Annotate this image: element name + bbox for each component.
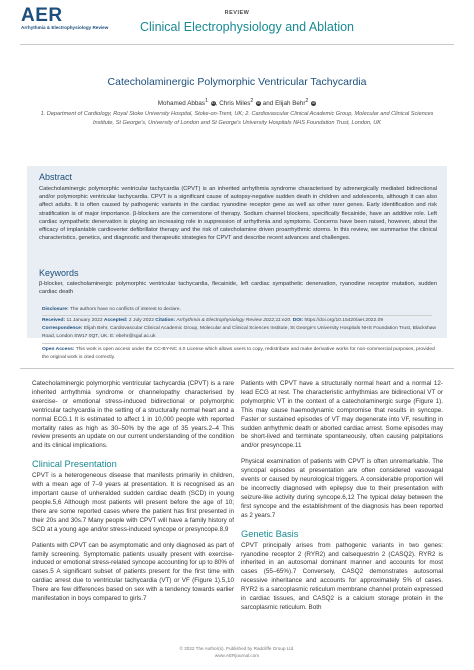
author-name: Mohamed Abbas bbox=[157, 100, 206, 108]
body-paragraph: Physical examination of patients with CPVT is often unremarkable. The syncopal episodes at presentation are often considered vasovagal events or caused by neurological triggers. A considerable proportion will be incorrectly diagnosed with epilepsy due to their presentation with seizure-like activity during syncope.6,12 The typical delay between the first syncope and the establishment of the diagnosis has been reported as 2 years.7 bbox=[241, 458, 443, 519]
author-name: Elijah Behr bbox=[275, 100, 306, 108]
disclosure-text: The authors have no conflicts of interest to declare. bbox=[69, 307, 181, 312]
header-divider bbox=[20, 44, 454, 45]
body-paragraph: CPVT principally arises from pathogenic variants in two genes: ryanodine receptor 2 (RYR2) and calsequestrin 2 (CASQ2). RYR2 is inherited in an autosomal dominant manner and accounts for most cases (55–65%).7 Conversely, CASQ2 demonstrates autosomal recessive inheritance and accounts for approximately 5% of cases. RYR2 is a sarcoplasmic reticulum membrane channel protein expressed in cardiac tissues, and CASQ2 is a calcium storage protein in the sarcoplasmic reticulum. Both bbox=[241, 541, 443, 611]
affiliations: 1. Department of Cardiology, Royal Stoke University Hospital, Stoke-on-Trent, UK; 2. Cardiovascular Clinical Academic Group, Molecular and Clinical Sciences Institute, St George's, University of London and St George's University Hospitals NHS Foundation Trust, London, UK bbox=[40, 111, 434, 126]
author-affiliation-number: 1 bbox=[205, 98, 208, 104]
body-paragraph: Patients with CPVT can be asymptomatic and only diagnosed as part of family screening. Symptomatic patients usually present with exercise-induced or emotional stress-related syncope accounting for up to 80% of cases.5 A significant subset of patients present for the first time with cardiac arrest due to ventricular tachycardia (VT) or VF (Figure 1).5,10 There are few differences based on sex with a tendency towards earlier manifestation in boys compared to girls.7 bbox=[32, 541, 234, 603]
accepted-label: Accepted: bbox=[103, 318, 128, 323]
journal-website[interactable]: www.AERjournal.com bbox=[214, 652, 260, 658]
orcid-icon[interactable]: iD bbox=[312, 101, 316, 106]
correspondence-label: Correspondence: bbox=[42, 326, 83, 331]
abstract-text: Catecholaminergic polymorphic ventricular tachycardia (CPVT) is an inherited arrhythmia syndrome characterised by adrenergically mediated bidirectional and/or polymorphic ventricular tachycardia. CPVT is a significant cause of autopsy-negative sudden death in children and adolescents, although it can also affect adults. It is often caused by pathogenic variants in the cardiac ryanodine receptor gene as well as other rarer genes. Early identification and risk stratification is of major importance. β-blockers are the cornerstone of therapy. Sodium channel blockers, specifically flecainide, have an additive role. Left cardiac sympathetic denervation is playing an increasing role in suppression of arrhythmia and symptoms. Concerns have been raised, however, about the efficacy of implantable cardioverter defibrillator therapy and the risk of catecholamine driven proarrhythmic storms. In this review, we summarise the clinical characteristics, genetics, and diagnostic and therapeutic strategies for CPVT and describe recent advances and challenges. bbox=[39, 186, 437, 242]
section-heading: Clinical Presentation bbox=[32, 459, 117, 470]
doi-label: DOI: bbox=[292, 318, 304, 323]
body-paragraph: Patients with CPVT have a structurally normal heart and a normal 12-lead ECG at rest. The characteristic arrhythmias are bidirectional VT or polymorphic VT in the context of a catecholaminergic surge (Figure 1). This may cause haemodynamic compromise that results in syncope. Faster or sustained episodes of VT may degenerate into VF, resulting in sudden arrhythmic death or aborted cardiac arrest. Some episodes may be short-lived and terminate spontaneously, often causing palpitations and/or presyncope.11 bbox=[241, 380, 443, 450]
logo-wordmark: AER bbox=[21, 5, 63, 26]
author-line: Mohamed Abbas$^1$ iD, Chris Miles$^2$ iD and Elijah Behr$^2$ iD bbox=[157, 98, 316, 108]
author-name: Chris Miles bbox=[219, 100, 251, 108]
disclosure-label: Disclosure: bbox=[42, 307, 69, 312]
meta-divider bbox=[42, 315, 432, 316]
open-access bbox=[42, 346, 442, 361]
body-column-right bbox=[241, 380, 443, 620]
doi-link[interactable]: https://doi.org/10.15420/aer.2022.09 bbox=[304, 318, 384, 323]
keywords-heading: Keywords bbox=[39, 268, 79, 278]
open-access-label: Open Access: bbox=[42, 347, 75, 352]
publication-dates bbox=[42, 317, 442, 325]
correspondence-text: Elijah Behr, Cardiovascular Clinical Academic Group, Molecular and Clinical Sciences Institute, St George's University Hospitals NHS Foundation Trust, Blackshaw Road, London SW17 0QT, UK. E: ebehr@sgul.ac.uk bbox=[42, 326, 436, 339]
open-access-text: This work is open access under the CC-BY-NC 4.0 License which allows users to copy, redistribute and make derivative works for non-commercial purposes, provided the original work is cited correctly. bbox=[42, 347, 435, 360]
article-title: Catecholaminergic Polymorphic Ventricular Tachycardia bbox=[107, 76, 367, 88]
page-footer bbox=[0, 646, 474, 659]
abstract-heading: Abstract bbox=[39, 172, 73, 182]
section-heading: Genetic Basis bbox=[241, 528, 299, 539]
page-header bbox=[0, 0, 474, 44]
received-date: 11 January 2022 bbox=[66, 318, 103, 323]
orcid-icon[interactable]: iD bbox=[256, 101, 261, 106]
disclosure bbox=[42, 306, 442, 314]
body-divider bbox=[20, 368, 454, 369]
citation-label: Citation: bbox=[155, 318, 176, 323]
journal-section: Clinical Electrophysiology and Ablation bbox=[140, 20, 355, 34]
body-column-left bbox=[32, 380, 234, 611]
keywords-text: β-blocker, catecholaminergic polymorphic ventricular tachycardia, flecainide, left cardiac sympathetic denervation, ryanodine receptor mutation, sudden cardiac death bbox=[39, 281, 437, 296]
received-label: Received: bbox=[42, 318, 66, 323]
accepted-date: 2 July 2022 bbox=[128, 318, 154, 323]
body-paragraph: CPVT is a heterogeneous disease that manifests primarily in children, with a mean age of 7–9 years at presentation. It is recognised as an important cause of unheralded sudden cardiac death (SCD) in young people.5,6 Although most patients will present before the age of 10; there are some reported cases where the patient has first presented in their 20s and 30s.7 Many people with CPVT will have a family history of SCD at a young age and/or stress-induced syncope or presyncope.8,9 bbox=[32, 472, 234, 533]
author-affiliation-number: 2 bbox=[250, 98, 254, 104]
logo-subtitle: Arrhythmia & Electrophysiology Review bbox=[21, 25, 109, 30]
intro-paragraph: Catecholaminergic polymorphic ventricular tachycardia (CPVT) is a rare inherited arrhythmia syndrome or channelopathy characterised by exercise- or emotional stress-induced bidirectional or polymorphic ventricular tachycardia in the setting of a structurally normal heart and a normal ECG.1 It is estimated to affect 1 in 10,000 people with reported mortality rates as high as 30–50% by the age of 35 years.2–4 This review presents an update on our current understanding of the condition and its clinical implications. bbox=[32, 380, 234, 450]
citation-text: Arrhythmia & Electrophysiology Review 2022;11:e20. bbox=[176, 318, 292, 323]
orcid-icon[interactable]: iD bbox=[211, 101, 215, 106]
author-affiliation-number: 2 bbox=[305, 98, 309, 104]
copyright-notice: © 2022 The Author(s). Published by Radcliffe Group Ltd. bbox=[179, 646, 295, 651]
correspondence bbox=[42, 325, 442, 340]
meta-divider bbox=[42, 343, 432, 344]
section-label: REVIEW bbox=[224, 10, 250, 16]
